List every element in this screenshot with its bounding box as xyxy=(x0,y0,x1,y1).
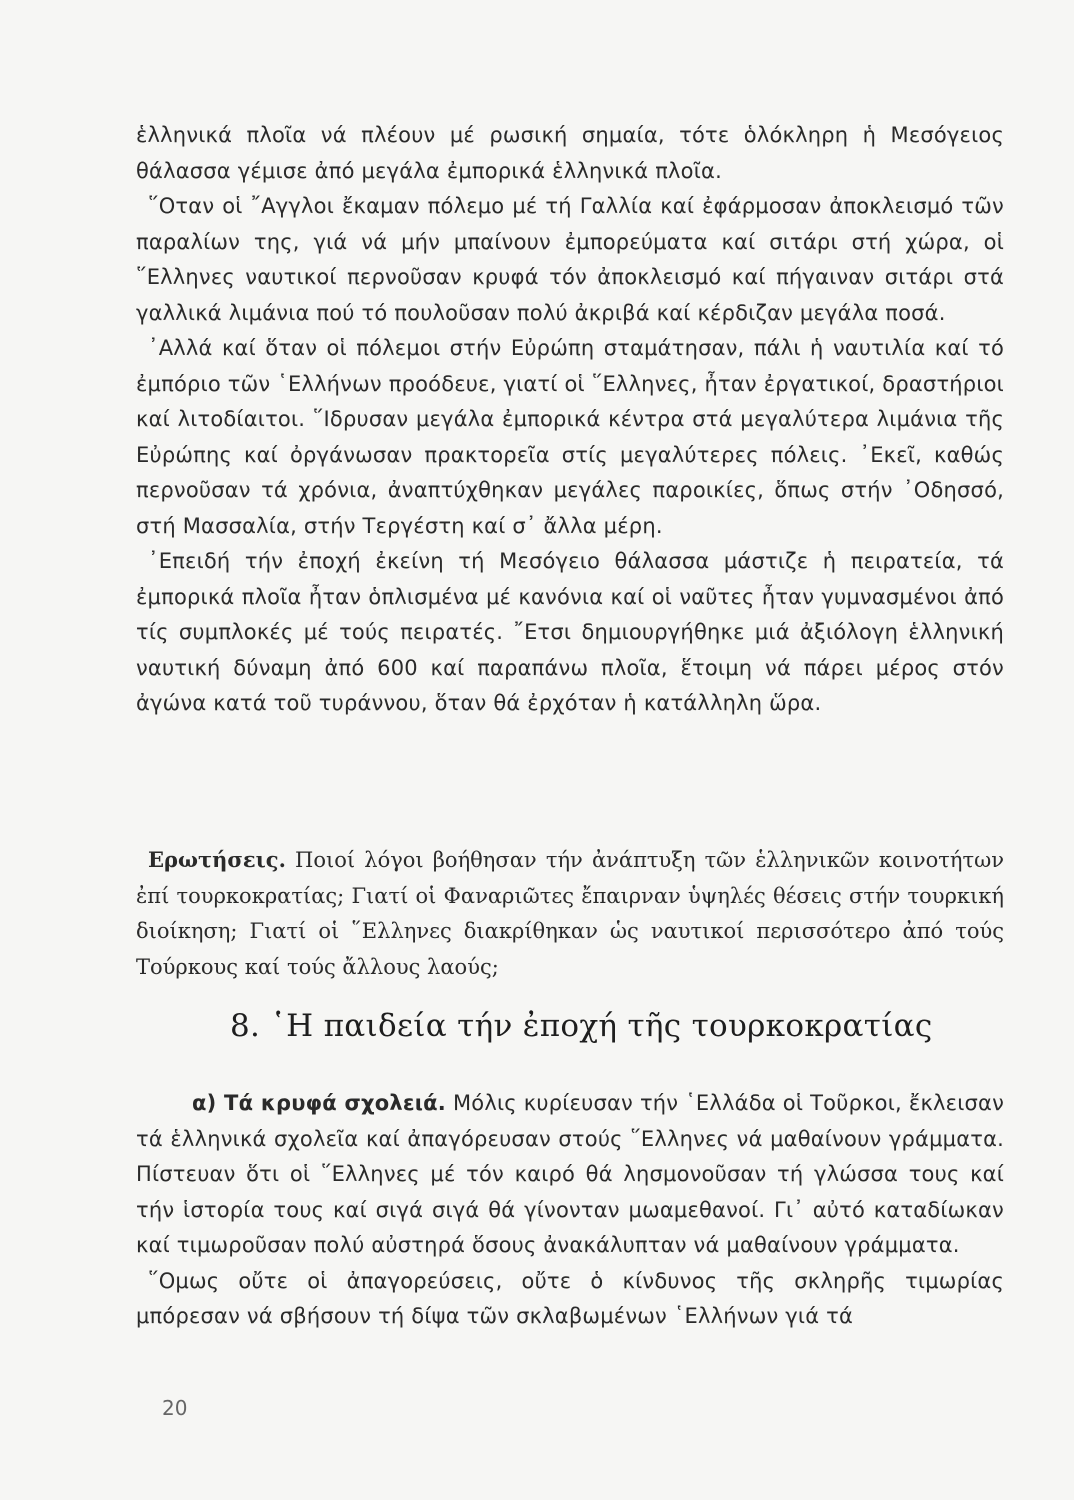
questions-paragraph xyxy=(136,842,1004,985)
subsection-paragraph xyxy=(136,1086,1004,1264)
top-text-block xyxy=(136,118,1004,722)
subsection-text: Μόλις κυρίευσαν τήν ῾Ελλάδα οἱ Τοῦρκοι, ἔκλεισαν τά ἑλληνικά σχολεῖα καί ἀπαγόρευσαν στούς ῞Ελληνες νά μαθαίνουν γράμματα. Πίστευαν ὅτι οἱ ῞Ελληνες μέ τόν καιρό θά λησμονοῦσαν τή γλώσσα τους καί τήν ἱστορία τους καί σιγά σιγά θά γίνονταν μωαμεθανοί. Γι᾿ αὐτό καταδίωκαν καί τιμωροῦσαν πολύ αὐστηρά ὅσους ἀνακάλυπταν νά μαθαίνουν γράμματα. xyxy=(136,1091,1004,1257)
questions-text: Ποιοί λόγοι βοήθησαν τήν ἀνάπτυξη τῶν ἑλληνικῶν κοινοτήτων ἐπί τουρκοκρατίας; Γιατί οἱ Φαναριῶτες ἔπαιρναν ὑψηλές θέσεις στήν τουρκική διοίκηση; Γιατί οἱ ῞Ελληνες διακρίθηκαν ὡς ναυτικοί περισσότερο ἀπό τούς Τούρκους καί τούς ἄλλους λαούς; xyxy=(136,848,1004,979)
paragraph-2: ῞Οταν οἱ ῎Αγγλοι ἔκαμαν πόλεμο μέ τή Γαλλία καί ἐφάρμοσαν ἀποκλεισμό τῶν παραλίων της, γιά νά μήν μπαίνουν ἐμπορεύματα καί σιτάρι στή χώρα, οἱ ῞Ελληνες ναυτικοί περνοῦσαν κρυφά τόν ἀποκλεισμό καί πήγαιναν σιτάρι στά γαλλικά λιμάνια πού τό πουλοῦσαν πολύ ἀκριβά καί κέρδιζαν μεγάλα ποσά. xyxy=(136,194,1004,325)
paragraph-1: ἑλληνικά πλοῖα νά πλέουν μέ ρωσική σημαία, τότε ὁλόκληρη ἡ Μεσόγειος θάλασσα γέμισε ἀπό μεγάλα ἐμπορικά ἑλληνικά πλοῖα. xyxy=(136,123,1004,183)
paragraph-last: ῞Ομως οὔτε οἱ ἀπαγορεύσεις, οὔτε ὁ κίνδυνος τῆς σκληρῆς τιμωρίας μπόρεσαν νά σβήσουν τή δίψα τῶν σκλαβωμένων ῾Ελλήνων γιά τά xyxy=(136,1268,1004,1328)
subsection-label: α) Τά κρυφά σχολειά. xyxy=(192,1091,446,1115)
page-number: 20 xyxy=(162,1396,188,1420)
paragraph-4: ᾿Επειδή τήν ἐποχή ἐκείνη τή Μεσόγειο θάλασσα μάστιζε ἡ πειρατεία, τά ἐμπορικά πλοῖα ἦταν ὁπλισμένα μέ κανόνια καί οἱ ναῦτες ἦταν γυμνασμένοι ἀπό τίς συμπλοκές μέ τούς πειρατές. ῎Ετσι δημιουργήθηκε μιά ἀξιόλογη ἑλληνική ναυτική δύναμη ἀπό 600 καί παραπάνω πλοῖα, ἕτοιμη νά πάρει μέρος στόν ἀγώνα κατά τοῦ τυράννου, ὅταν θά ἐρχόταν ἡ κατάλληλη ὥρα. xyxy=(136,549,1004,715)
bottom-text-block xyxy=(136,1086,1004,1335)
questions-label: Ερωτήσεις. xyxy=(148,847,286,872)
paragraph-3: ᾿Αλλά καί ὅταν οἱ πόλεμοι στήν Εὐρώπη σταμάτησαν, πάλι ἡ ναυτιλία καί τό ἐμπόριο τῶν ῾Ελλήνων προόδευε, γιατί οἱ ῞Ελληνες, ἦταν ἐργατικοί, δραστήριοι καί λιτοδίαιτοι. ῞Ιδρυσαν μεγάλα ἐμπορικά κέντρα στά μεγαλύτερα λιμάνια τῆς Εὐρώπης καί ὀργάνωσαν πρακτορεῖα στίς μεγαλύτερες πόλεις. ᾿Εκεῖ, καθώς περνοῦσαν τά χρόνια, ἀναπτύχθηκαν μεγάλες παροικίες, ὅπως στήν ᾿Οδησσό, στή Μασσαλία, στήν Τεργέστη καί σ᾿ ἄλλα μέρη. xyxy=(136,336,1004,538)
section-title: 8. ῾Η παιδεία τήν ἐποχή τῆς τουρκοκρατίας xyxy=(230,1008,933,1044)
